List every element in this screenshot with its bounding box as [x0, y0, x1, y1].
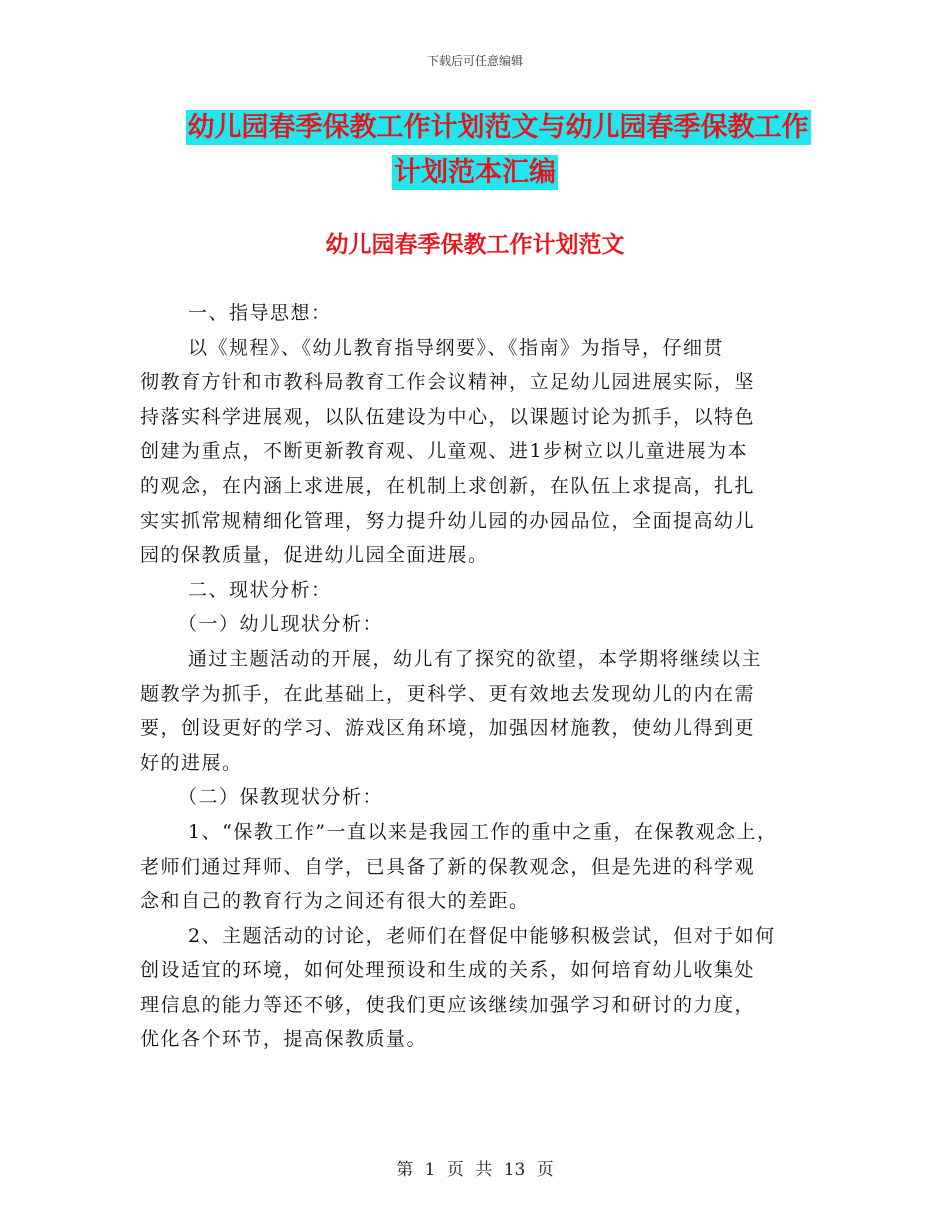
- paragraph-line: 的观念，在内涵上求进展，在机制上求创新，在队伍上求提高，扎扎: [140, 474, 756, 497]
- paragraph-line: 老师们通过拜师、自学，已具备了新的保教观念，但是先进的科学观: [140, 855, 756, 878]
- document-title-line-1: 幼儿园春季保教工作计划范文与幼儿园春季保教工作: [187, 112, 809, 143]
- paragraph-line: 理信息的能力等还不够，使我们更应该继续加强学习和研讨的力度，: [140, 993, 756, 1016]
- paragraph-line: 园的保教质量，促进幼儿园全面进展。: [140, 544, 489, 567]
- paragraph-line: 彻教育方针和市教科局教育工作会议精神，立足幼儿园进展实际，坚: [140, 371, 756, 394]
- paragraph-line: 要，创设更好的学习、游戏区角环境，加强因材施教，使幼儿得到更: [140, 717, 756, 740]
- header-note: 下载后可任意编辑: [426, 54, 523, 68]
- page-footer: 第 1 页 共 13 页: [396, 1160, 554, 1180]
- paragraph-line: 创设适宜的环境，如何处理预设和生成的关系，如何培育幼儿收集处: [140, 959, 756, 982]
- subheading-care-status: （二）保教现状分析：: [178, 786, 384, 809]
- paragraph-line: 持落实科学进展观，以队伍建设为中心，以课题讨论为抓手，以特色: [140, 405, 756, 428]
- paragraph-line: 实实抓常规精细化管理，努力提升幼儿园的办园品位，全面提高幼儿: [140, 509, 756, 532]
- paragraph-line: 创建为重点，不断更新教育观、儿童观、进1步树立以儿童进展为本: [140, 440, 749, 463]
- paragraph-line: 优化各个环节，提高保教质量。: [140, 1028, 428, 1051]
- paragraph-line: 通过主题活动的开展，幼儿有了探究的欲望，本学期将继续以主: [188, 647, 763, 670]
- paragraph-line: 好的进展。: [140, 751, 243, 774]
- paragraph-line: 1、“保教工作”一直以来是我园工作的重中之重，在保教观念上，: [188, 820, 778, 843]
- document-body: [140, 296, 840, 1057]
- subheading-child-status: （一）幼儿现状分析：: [178, 613, 384, 636]
- paragraph-line: 2、主题活动的讨论，老师们在督促中能够积极尝试，但对于如何: [188, 924, 776, 947]
- paragraph-line: 题教学为抓手，在此基础上，更科学、更有效地去发现幼儿的内在需: [140, 682, 756, 705]
- heading-status-analysis: 二、现状分析：: [188, 578, 332, 601]
- document-title-line-2: 计划范本汇编: [394, 157, 556, 188]
- heading-guiding-ideology: 一、指导思想：: [188, 302, 332, 324]
- paragraph-line: 念和自己的教育行为之间还有很大的差距。: [140, 890, 530, 913]
- paragraph-line: 以《规程》、《幼儿教育指导纲要》、《指南》为指导，仔细贯: [188, 336, 725, 359]
- section-title: 幼儿园春季保教工作计划范文: [325, 232, 625, 258]
